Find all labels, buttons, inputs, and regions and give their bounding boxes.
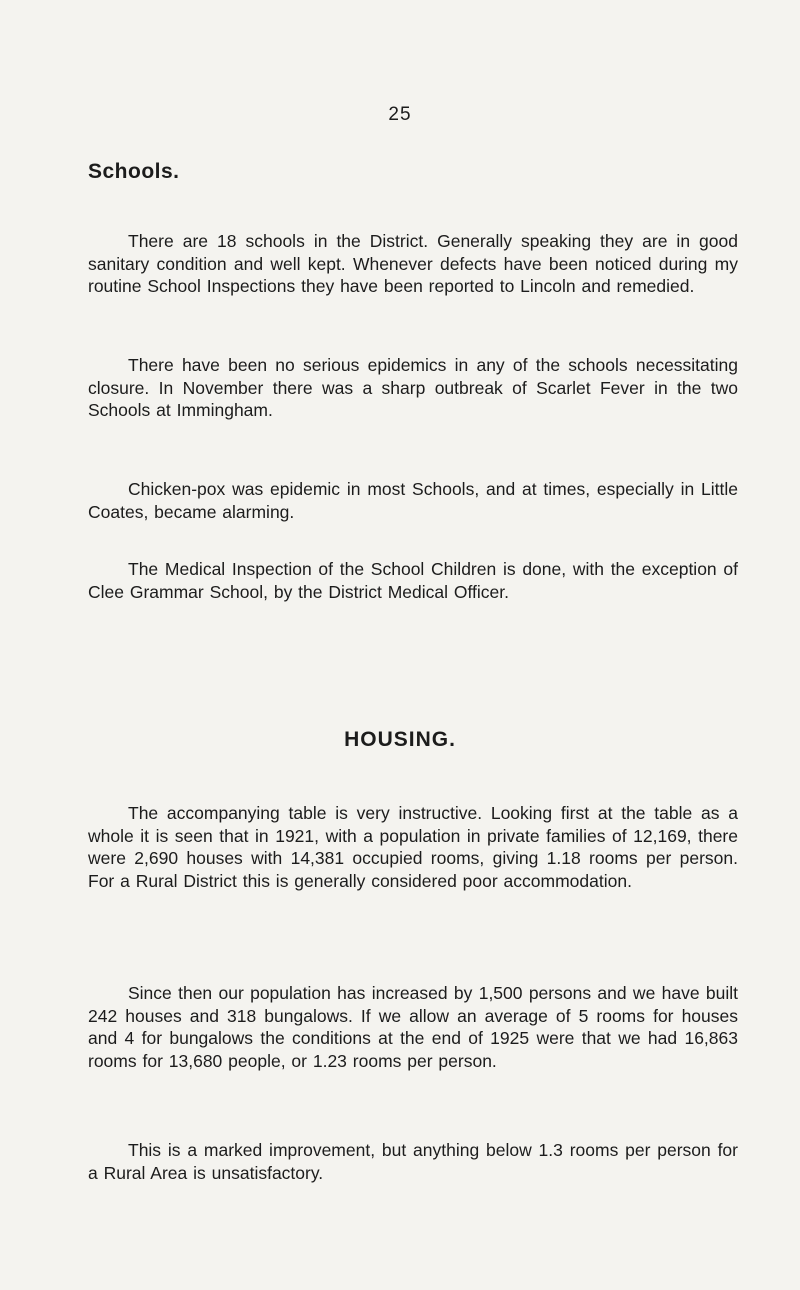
housing-paragraph-3: This is a marked improvement, but anything below 1.3 rooms per person for a Rural Area is unsatisfactory. [88, 1140, 738, 1183]
schools-paragraph-3: Chicken-pox was epidemic in most Schools, and at times, especially in Little Coates, became alarming. [88, 479, 738, 522]
page-number: 25 [388, 104, 412, 125]
schools-paragraph-1: There are 18 schools in the District. Generally speaking they are in good sanitary condition and well kept. Whenever defects have been noticed during my routine School Inspections they have been reported to Lincoln and remedied. [88, 231, 738, 296]
housing-paragraph-1: The accompanying table is very instructive. Looking first at the table as a whole it is seen that in 1921, with a population in private families of 12,169, there were 2,690 houses with 14,381 occupied rooms, giving 1.18 rooms per person. For a Rural District this is generally considered poor accommodation. [88, 803, 738, 891]
housing-heading: HOUSING. [344, 728, 456, 751]
housing-paragraph-2: Since then our population has increased by 1,500 persons and we have built 242 houses and 318 bungalows. If we allow an average of 5 rooms for houses and 4 for bungalows the conditions at the end of 1925 were that we had 16,863 rooms for 13,680 people, or 1.23 rooms per person. [88, 983, 738, 1071]
schools-heading: Schools. [88, 160, 180, 183]
schools-paragraph-2: There have been no serious epidemics in any of the schools necessitating closure. In November there was a sharp outbreak of Scarlet Fever in the two Schools at Immingham. [88, 355, 738, 420]
schools-paragraph-4: The Medical Inspection of the School Children is done, with the exception of Clee Grammar School, by the District Medical Officer. [88, 559, 738, 602]
